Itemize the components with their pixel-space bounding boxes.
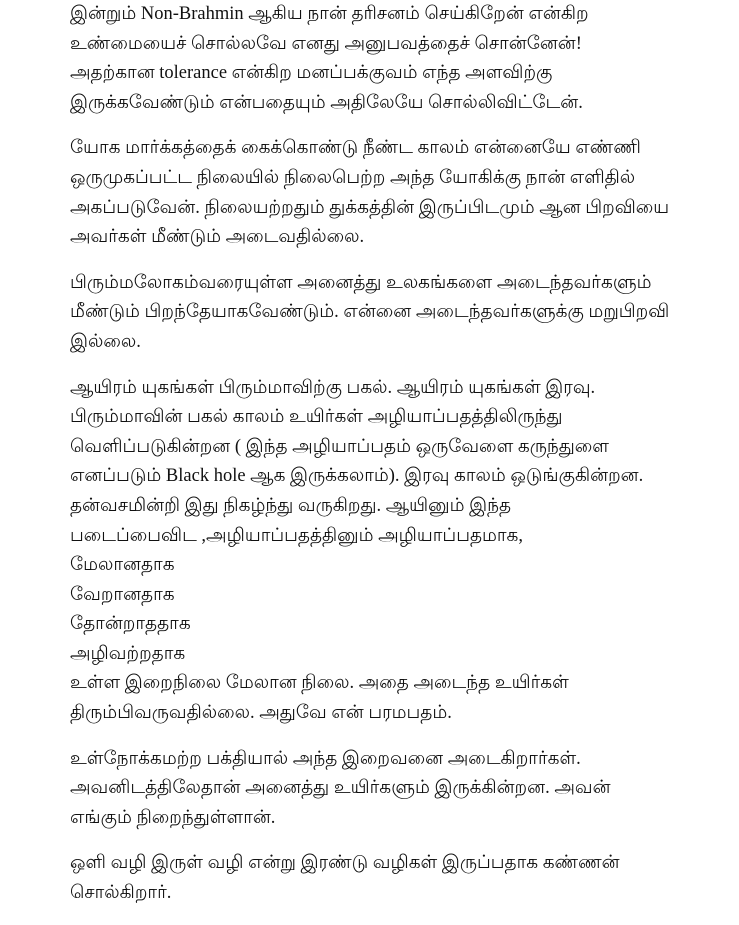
text-line: இருக்கவேண்டும் என்பதையும் அதிலேயே சொல்லிவிட்டேன்.	[70, 92, 583, 113]
paragraph-3	[70, 269, 710, 358]
text-line: ஒளி வழி இருள் வழி என்று இரண்டு வழிகள் இருப்பதாக கண்ணன்	[70, 853, 620, 874]
text-line: இன்றும் Non-Brahmin ஆகிய நான் தரிசனம் செய்கிறேன் என்கிற	[70, 4, 589, 24]
text-line: எங்கும் நிறைந்துள்ளான்.	[70, 807, 276, 828]
text-line: வேறானதாக	[70, 584, 175, 605]
text-line: சொல்கிறார்.	[70, 883, 172, 904]
text-line: தன்வசமின்றி இது நிகழ்ந்து வருகிறது. ஆயினும் இந்த	[70, 495, 512, 516]
text-line: தோன்றாததாக	[70, 614, 191, 635]
text-line: அழிவற்றதாக	[70, 643, 186, 664]
text-line: அகப்படுவேன். நிலையற்றதும் துக்கத்தின் இருப்பிடமும் ஆன பிறவியை	[70, 197, 670, 218]
text-line: இல்லை.	[70, 331, 141, 352]
article-body	[70, 0, 710, 925]
text-line: யோக மார்க்கத்தைக் கைக்கொண்டு நீண்ட காலம் என்னையே எண்ணி	[70, 138, 641, 159]
paragraph-2	[70, 134, 710, 252]
text-line: திரும்பிவருவதில்லை. அதுவே என் பரமபதம்.	[70, 703, 452, 724]
text-line: படைப்பைவிட ,அழியாப்பதத்தினும் அழியாப்பதமாக,	[70, 525, 524, 546]
text-line: உள்நோக்கமற்ற பக்தியால் அந்த இறைவனை அடைகிறார்கள்.	[70, 748, 581, 769]
paragraph-1	[70, 0, 710, 118]
paragraph-4	[70, 374, 710, 729]
paragraph-5	[70, 745, 710, 834]
text-line: அவனிடத்திலேதான் அனைத்து உயிர்களும் இருக்கின்றன. அவன்	[70, 778, 611, 799]
text-line: உண்மையைச் சொல்லவே எனது அனுபவத்தைச் சொன்னேன்!	[70, 33, 582, 54]
text-line: ஒருமுகப்பட்ட நிலையில் நிலைபெற்ற அந்த யோகிக்கு நான் எளிதில்	[70, 167, 636, 188]
text-line: அதற்கான tolerance என்கிற மனப்பக்குவம் எந்த அளவிற்கு	[70, 63, 553, 84]
text-line: ஆயிரம் யுகங்கள் பிரும்மாவிற்கு பகல். ஆயிரம் யுகங்கள் இரவு.	[70, 377, 596, 398]
text-line: உள்ள இறைநிலை மேலான நிலை. அதை அடைந்த உயிர்கள்	[70, 673, 569, 694]
text-line: வெளிப்படுகின்றன ( இந்த அழியாப்பதம் ஒருவேளை கருந்துளை	[70, 436, 609, 457]
text-line: அவர்கள் மீண்டும் அடைவதில்லை.	[70, 227, 365, 248]
text-line: பிரும்மலோகம்வரையுள்ள அனைத்து உலகங்களை அடைந்தவர்களும்	[70, 272, 652, 293]
text-line: எனப்படும் Black hole ஆக இருக்கலாம்). இரவு காலம் ஒடுங்குகின்றன.	[70, 466, 644, 487]
paragraph-6	[70, 849, 710, 908]
text-line: மேலானதாக	[70, 555, 175, 576]
text-line: பிரும்மாவின் பகல் காலம் உயிர்கள் அழியாப்பதத்திலிருந்து	[70, 407, 563, 428]
text-line: மீண்டும் பிறந்தேயாகவேண்டும். என்னை அடைந்தவர்களுக்கு மறுபிறவி	[70, 302, 670, 323]
